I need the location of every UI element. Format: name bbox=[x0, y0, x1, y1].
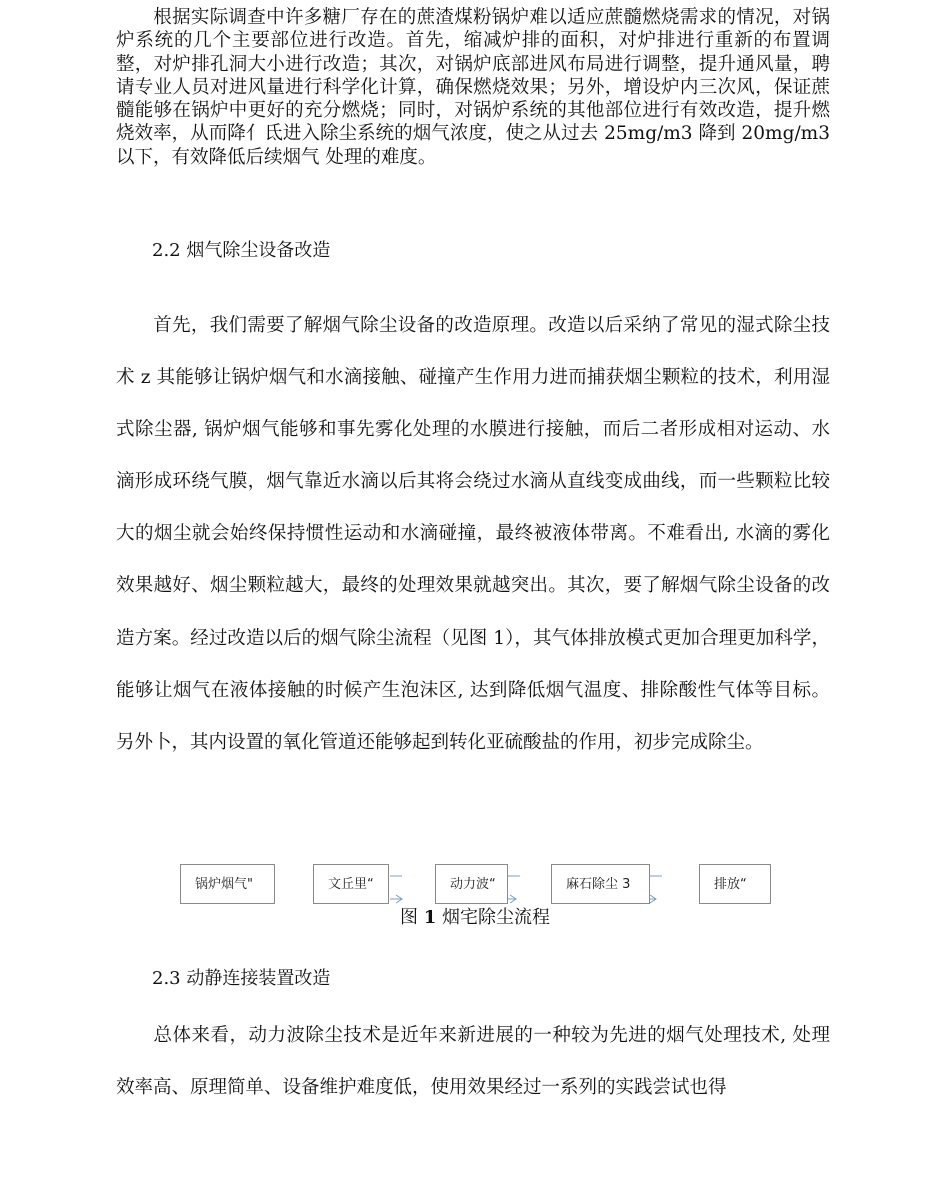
flow-arrow-1 bbox=[390, 876, 402, 903]
section-2-3-paragraph bbox=[116, 1010, 830, 1114]
section-2-3-heading: 2.3 动静连接装置改造 bbox=[152, 968, 331, 989]
section-2-3-paragraph-text: 总体来看，动力波除尘技术是近年来新进展的一种较为先进的烟气处理技术, 处理效率高、原理简单、设备维护难度低，使用效果经过一系列的实践尝试也得 bbox=[116, 1025, 830, 1099]
section-2-2-paragraph-text: 首先，我们需要了解烟气除尘设备的改造原理。改造以后采纳了常见的湿式除尘技术 z 其能够让锅炉烟气和水滴接触、碰撞产生作用力进而捕获烟尘颗粒的技术，利用湿式除尘器, 锅炉烟气能够和事先雾化处理的水膜进行接触，而后二者形成相对运动、水滴形成环绕气膜，烟气靠近水滴以后其将会绕过水滴从直线变成曲线，而一些颗粒比较大的烟尘就会始终保持惯性运动和水滴碰撞，最终被液体带离。不难看出, 水滴的雾化效果越好、烟尘颗粒越大，最终的处理效果就越突出。其次，要了解烟气除尘设备的改造方案。经过改造以后的烟气除尘流程（见图 1），其气体排放模式更加合理更加科学，能够让烟气在液体接触的时候产生泡沫区, 达到降低烟气温度、排除酸性气体等目标。另外卜，其内设置的氧化管道还能够起到转化亚硫酸盐的作用，初步完成除尘。 bbox=[116, 315, 830, 753]
flow-step-venturi: 文丘里“ bbox=[313, 864, 389, 904]
flow-step-boiler-smoke: 锅炉烟气" bbox=[180, 864, 275, 904]
intro-paragraph-text: 根据实际调查中许多糖厂存在的蔗渣煤粉锅炉难以适应蔗髓燃烧需求的情况，对锅炉系统的几个主要部位进行改造。首先，缩减炉排的面积，对炉排进行重新的布置调整，对炉排孔洞大小进行改造；其次，对锅炉底部进风布局进行调整，提升通风量，聘请专业人员对进风量进行科学化计算，确保燃烧效果；另外，增设炉内三次风，保证蔗髓能够在锅炉中更好的充分燃烧；同时，对锅炉系统的其他部位进行有效改造，提升燃烧效率，从而降亻氐进入除尘系统的烟气浓度，使之从过去 25mg/m3 降到 20mg/m3 以下，有效降低后续烟气 处理的难度。 bbox=[116, 7, 830, 168]
caption-prefix: 图 bbox=[400, 907, 424, 928]
flow-arrow-3 bbox=[650, 876, 662, 903]
flow-step-discharge: 排放“ bbox=[699, 864, 771, 904]
caption-text: 烟宅除尘流程 bbox=[436, 907, 550, 928]
caption-number: 1 bbox=[423, 907, 437, 928]
figure-1-caption bbox=[0, 906, 950, 930]
flow-step-dynamic-wave: 动力波“ bbox=[435, 864, 508, 904]
flow-arrow-2 bbox=[508, 876, 520, 903]
flow-step-granite-dust-removal: 麻石除尘 3 bbox=[551, 864, 650, 904]
section-2-2-heading: 2.2 烟气除尘设备改造 bbox=[152, 240, 331, 261]
